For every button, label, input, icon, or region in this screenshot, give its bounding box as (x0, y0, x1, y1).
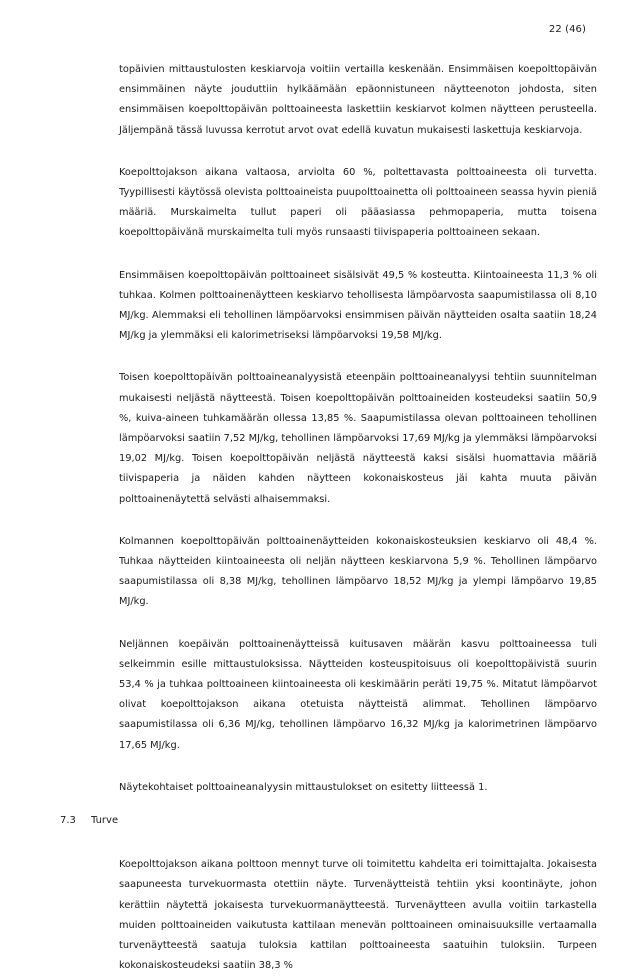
section-number: 7.3 (60, 815, 76, 827)
section-title: Turve (91, 815, 119, 827)
paragraph-fuel-composition: Koepolttojakson aikana valtaosa, arviolta 60 %, poltettavasta polttoaineesta oli turvetta. Tyypillisesti käytössä olevista polttoaineista puupolttoainetta oli polttoaineen seassa hyvin pieniä määriä. Murskaimelta tullut paperi oli pääasiassa pehmopaperia, mutta toisena koepolttopäivänä murskaimelta tuli myös runsaasti tiivispaperia polttoaineen sekaan. (119, 166, 597, 239)
document-body (60, 60, 597, 976)
paragraph-sample-averages: topäivien mittaustulosten keskiarvoja voitiin vertailla keskenään. Ensimmäisen koepolttopäivän ensimmäinen näyte jouduttiin hylkäämään epäonnistuneen näytteenoton johdosta, siten ensimmäisen koepolttopäivän polttoaineesta laskettiin keskiarvot kolmen näytteen perusteella. Jäljempänä tässä luvussa kerrotut arvot ovat edellä kuvatun mukaisesti laskettuja keskiarvoja. (119, 64, 597, 136)
paragraph-appendix-reference: Näytekohtaiset polttoaineanalyysin mittaustulokset on esitetty liitteessä 1. (119, 781, 488, 793)
page-number: 22 (46) (548, 24, 586, 35)
paragraph-peat-sampling: Koepolttojakson aikana polttoon mennyt turve oli toimitettu kahdelta eri toimittajalta. Jokaisesta saapuneesta turvekuormasta otettiin näyte. Turvenäytteistä tehtiin yksi koontinäyte, johon kerättiin näytettä jokaisesta turvekuormanäytteestä. Turvenäytteen avulla voitiin tarkastella muiden polttoaineiden vaikutusta kattilaan menevän polttoaineen ominaisuuksille vertaamalla turvenäytteestä saatuja tuloksia kattilan polttoaineesta saatuihin tuloksiin. Turpeen kokonaiskosteudeksi saatiin 38,3 % (119, 859, 597, 972)
paragraph-day-four-results: Neljännen koepäivän polttoainenäytteissä kuitusaven määrän kasvu polttoaineessa tuli selkeimmin esille mittaustuloksissa. Näytteiden kosteuspitoisuus oli koepolttopäivistä suurin 53,4 % ja tuhkaa polttoaineen kiintoaineesta oli keskimäärin peräti 19,75 %. Mitatut lämpöarvot olivat koepolttojakson aikana otetuista näytteistä alimmat. Tehollinen lämpöarvo saapumistilassa oli 6,36 MJ/kg, tehollinen lämpöarvo 16,32 MJ/kg ja kalorimetrinen lämpöarvo 17,65 MJ/kg. (119, 638, 597, 751)
paragraph-day-three-results: Kolmannen koepolttopäivän polttoainenäytteiden kokonaiskosteuksien keskiarvo oli 48,4 %. Tuhkaa näytteiden kiintoaineesta oli neljän näytteen keskiarvona 5,9 %. Tehollinen lämpöarvo saapumistilassa oli 8,38 MJ/kg, tehollinen lämpöarvo 18,52 MJ/kg ja ylempi lämpöarvo 19,85 MJ/kg. (119, 535, 597, 608)
section-heading (60, 815, 597, 835)
paragraph-day-one-results: Ensimmäisen koepolttopäivän polttoaineet sisälsivät 49,5 % kosteutta. Kiintoaineesta 11,3 % oli tuhkaa. Kolmen polttoainenäytteen keskiarvo tehollisesta lämpöarvosta saapumistilassa oli 8,10 MJ/kg. Alemmaksi eli tehollinen lämpöarvoksi ensimmisen päivän näytteiden osalta saatiin 18,24 MJ/kg ja ylemmäksi eli kalorimetriseksi lämpöarvoksi 19,58 MJ/kg. (119, 269, 597, 342)
paragraph-day-two-results: Toisen koepolttopäivän polttoaineanalyysistä eteenpäin polttoaineanalyysi tehtiin suunnitelman mukaisesti neljästä näytteestä. Toisen koepolttopäivän polttoaineiden kosteudeksi saatiin 50,9 %, kuiva-aineen tuhkamäärän ollessa 13,85 %. Saapumistilassa olevan polttoaineen tehollinen lämpöarvoksi saatiin 7,52 MJ/kg, tehollinen lämpöarvoksi 17,69 MJ/kg ja ylemmäksi lämpöarvoksi 19,02 MJ/kg. Toisen koepolttopäivän neljästä näytteestä kaksi sisälsi huomattavia määriä tiivispaperia ja näiden kahden näytteen kokonaiskosteus jäi kahta muuta päivän polttoainenäytettä selvästi alhaisemmaksi. (119, 372, 597, 505)
